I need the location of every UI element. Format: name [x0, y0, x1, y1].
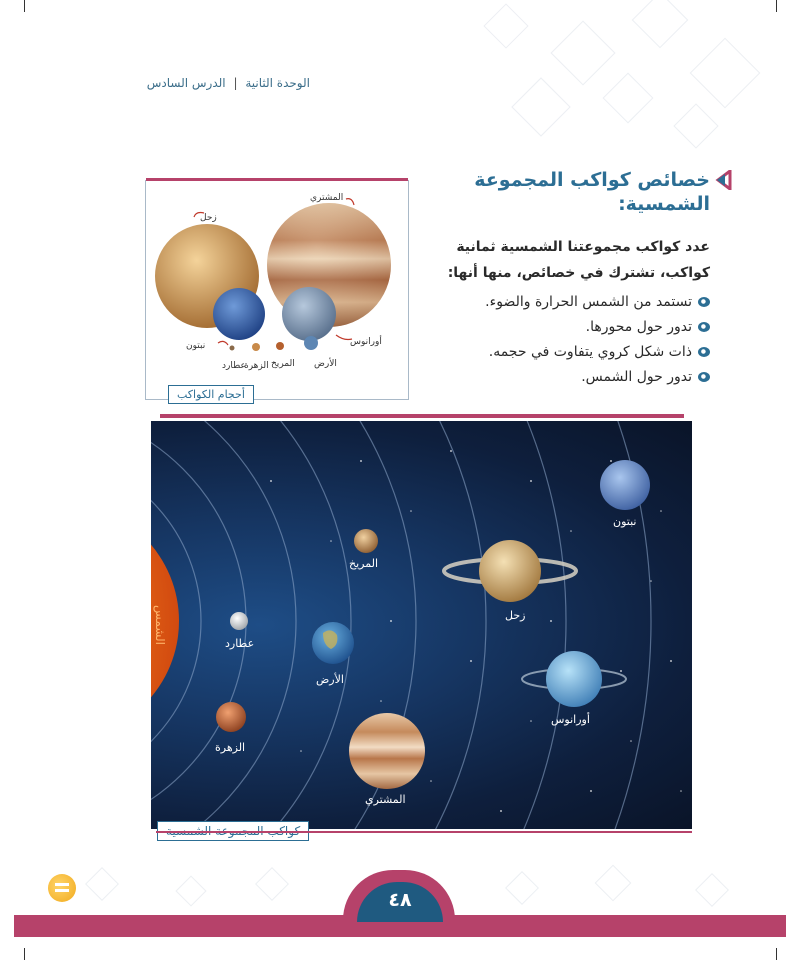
label-mercury: عطارد: [225, 637, 255, 650]
label-earth: الأرض: [314, 359, 337, 369]
planet-sizes-figure: [145, 180, 409, 400]
label-jupiter: المشتري: [365, 793, 406, 806]
header-separator: |: [233, 76, 238, 90]
decor-square: [690, 38, 761, 109]
page-number: ٤٨: [357, 882, 443, 922]
section-title-text: خصائص كواكب المجموعة الشمسية:: [474, 169, 710, 215]
trim-mark: [24, 948, 25, 960]
list-item: تدور حول محورها.: [430, 315, 710, 340]
label-uranus: أورانوس: [551, 713, 590, 726]
trim-mark: [776, 948, 777, 960]
trim-mark: [776, 0, 777, 12]
bullet-icon: [698, 297, 710, 307]
decor-square: [511, 77, 570, 136]
venus-planet: [216, 702, 246, 732]
list-item: ذات شكل كروي يتفاوت في حجمه.: [430, 340, 710, 365]
label-neptune: نبتون: [613, 515, 637, 528]
decor-square: [505, 871, 539, 905]
label-saturn: زحل: [200, 213, 217, 223]
unit-title: الوحدة الثانية: [245, 76, 310, 90]
venus-planet: [252, 343, 260, 351]
chevron-left-icon: [714, 170, 732, 190]
decor-square: [695, 873, 729, 907]
label-sun: الشمس: [152, 605, 167, 645]
mars-planet: [276, 342, 284, 350]
mercury-planet: [230, 612, 248, 630]
intro-paragraph: عدد كواكب مجموعتنا الشمسية ثمانية كواكب، تشترك في خصائص، منها أنها:: [447, 239, 710, 281]
bullet-icon: [698, 322, 710, 332]
decor-square: [632, 0, 689, 48]
lesson-title: الدرس السادس: [146, 76, 226, 90]
earth-planet: [304, 336, 318, 350]
label-venus: الزهرة: [215, 741, 246, 754]
solar-system-figure: [151, 421, 692, 829]
label-neptune: نبتون: [186, 341, 206, 351]
label-jupiter: المشتري: [310, 193, 344, 203]
decor-square: [603, 73, 654, 124]
properties-list: [430, 290, 710, 390]
decor-square: [673, 103, 718, 148]
uranus-planet: [546, 651, 602, 707]
lesson-header: [130, 76, 310, 90]
decor-square: [483, 3, 528, 48]
uranus-planet: [282, 287, 336, 341]
jupiter-planet: [349, 713, 425, 789]
decor-square: [595, 865, 632, 902]
label-earth: الأرض: [316, 673, 344, 686]
decor-square: [255, 867, 289, 901]
mars-planet: [354, 529, 378, 553]
list-item: تستمد من الشمس الحرارة والضوء.: [430, 290, 710, 315]
section-divider: [160, 414, 684, 418]
list-item: تدور حول الشمس.: [430, 365, 710, 390]
label-mars: المريخ: [271, 359, 295, 369]
bullet-icon: [698, 372, 710, 382]
decor-square: [175, 875, 206, 906]
decor-square: [550, 20, 615, 85]
frame-top-bar: [146, 178, 408, 181]
label-venus: الزهرة: [244, 361, 269, 371]
mercury-planet: [230, 346, 235, 351]
publisher-logo-icon: [48, 874, 76, 902]
label-mars: المريخ: [349, 557, 378, 570]
neptune-planet: [600, 460, 650, 510]
neptune-planet: [213, 288, 265, 340]
section-title: [460, 168, 710, 216]
bullet-icon: [698, 347, 710, 357]
label-uranus: أورانوس: [350, 337, 382, 347]
decor-square: [85, 867, 119, 901]
figure-caption: أحجام الكواكب: [168, 385, 254, 404]
solar-system-illustration: [151, 421, 692, 829]
figure-bottom-line: [156, 831, 692, 833]
label-saturn: زحل: [505, 609, 526, 622]
label-mercury: عطارد: [222, 361, 246, 371]
trim-mark: [24, 0, 25, 12]
saturn-planet: [479, 540, 541, 602]
